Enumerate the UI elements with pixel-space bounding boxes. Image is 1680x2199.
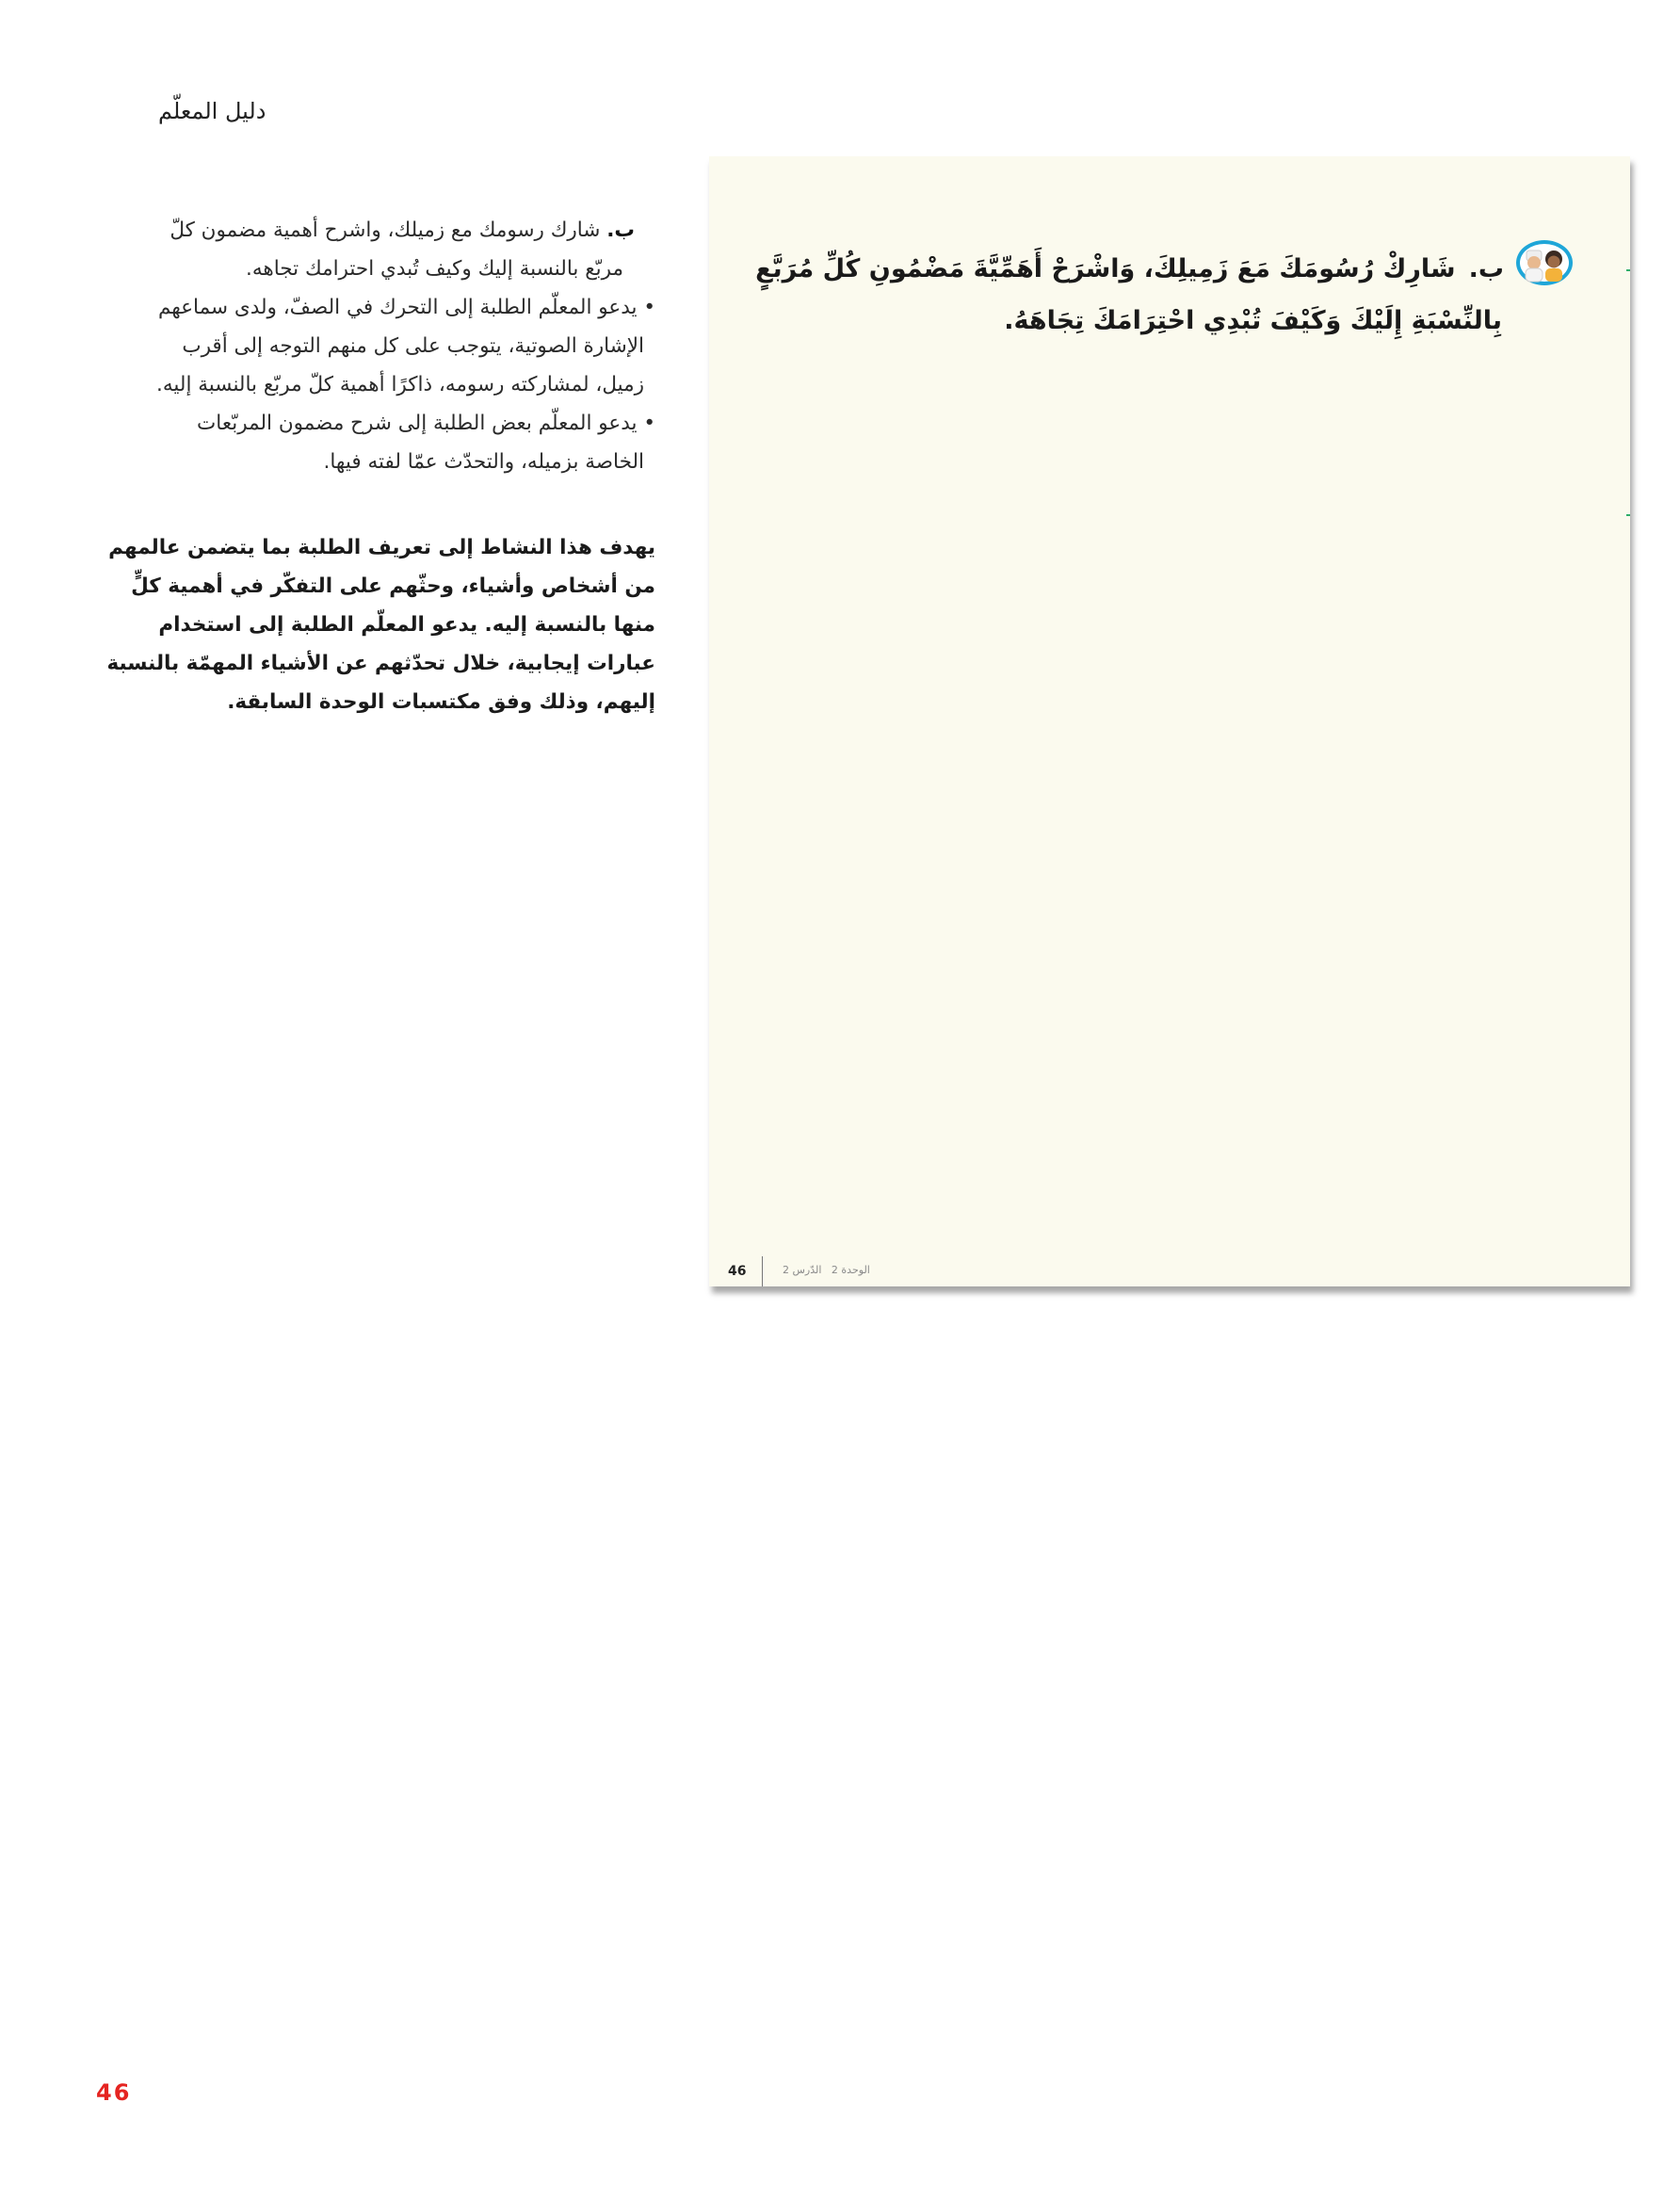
item-text: شارك رسومك مع زميلك، واشرح أهمية مضمون كلّ	[170, 218, 601, 242]
bullet-line: • يدعو المعلّم الطلبة إلى التحرك في الصفّ، ولدى سماعهم	[157, 296, 655, 319]
activity-line: بِالنِّسْبَةِ إِلَيْكَ وَكَيْفَ تُبْدِي احْتِرَامَكَ تِجَاهَهُ.	[1004, 306, 1502, 335]
activity-line	[755, 243, 1504, 295]
objective-line: إليهم، وذلك وفق مكتسبات الوحدة السابقة.	[227, 690, 655, 714]
footer-divider	[762, 1256, 763, 1286]
book-page-footer	[709, 1254, 992, 1292]
pair-work-icon	[1515, 239, 1574, 286]
activity-line-text: شَارِكْ رُسُومَكَ مَعَ زَمِيلِكَ، وَاشْرَحْ أَهَمِّيَّةَ مَضْمُونِ كُلِّ مُرَبَّعٍ	[755, 254, 1456, 283]
bullet-line: زميل، لمشاركته رسومه، ذاكرًا أهمية كلّ مربّع بالنسبة إليه.	[156, 373, 644, 396]
bullet-line: • يدعو المعلّم بعض الطلبة إلى شرح مضمون المربّعات	[197, 412, 655, 435]
footer-lesson: الدّرس 2	[783, 1264, 822, 1276]
guide-title: دليل المعلّم	[158, 98, 267, 124]
edge-mark	[1626, 514, 1630, 516]
book-page-number: 46	[728, 1264, 747, 1279]
note-item-line	[158, 211, 655, 250]
objective-line: عبارات إيجابية، خلال تحدّثهم عن الأشياء المهمّة بالنسبة	[106, 652, 655, 675]
activity-text	[755, 243, 1504, 347]
bullet-line: الإشارة الصوتية، يتوجب على كل منهم التوجه إلى أقرب	[182, 334, 644, 358]
bullet-line: الخاصة بزميله، والتحدّث عمّا لفته فيها.	[323, 450, 644, 474]
student-book-page	[709, 156, 1630, 1286]
objective-line: يهدف هذا النشاط إلى تعريف الطلبة بما يتضمن عالمهم	[108, 536, 655, 559]
activity-objective	[106, 528, 655, 721]
activity-letter: ب.	[1468, 254, 1504, 283]
footer-breadcrumb	[783, 1264, 870, 1276]
objective-line: من أشخاص وأشياء، وحثّهم على التفكّر في أهمية كلٍّ	[131, 574, 655, 598]
note-item-line: مربّع بالنسبة إليك وكيف تُبدي احترامك تجاهه.	[246, 257, 623, 281]
objective-line: منها بالنسبة إليه. يدعو المعلّم الطلبة إلى استخدام	[158, 613, 655, 637]
page-number: 46	[96, 2079, 132, 2106]
footer-unit: الوحدة 2	[831, 1264, 870, 1276]
edge-mark	[1626, 269, 1630, 271]
item-letter: ب.	[606, 218, 635, 242]
teacher-notes	[158, 211, 655, 481]
